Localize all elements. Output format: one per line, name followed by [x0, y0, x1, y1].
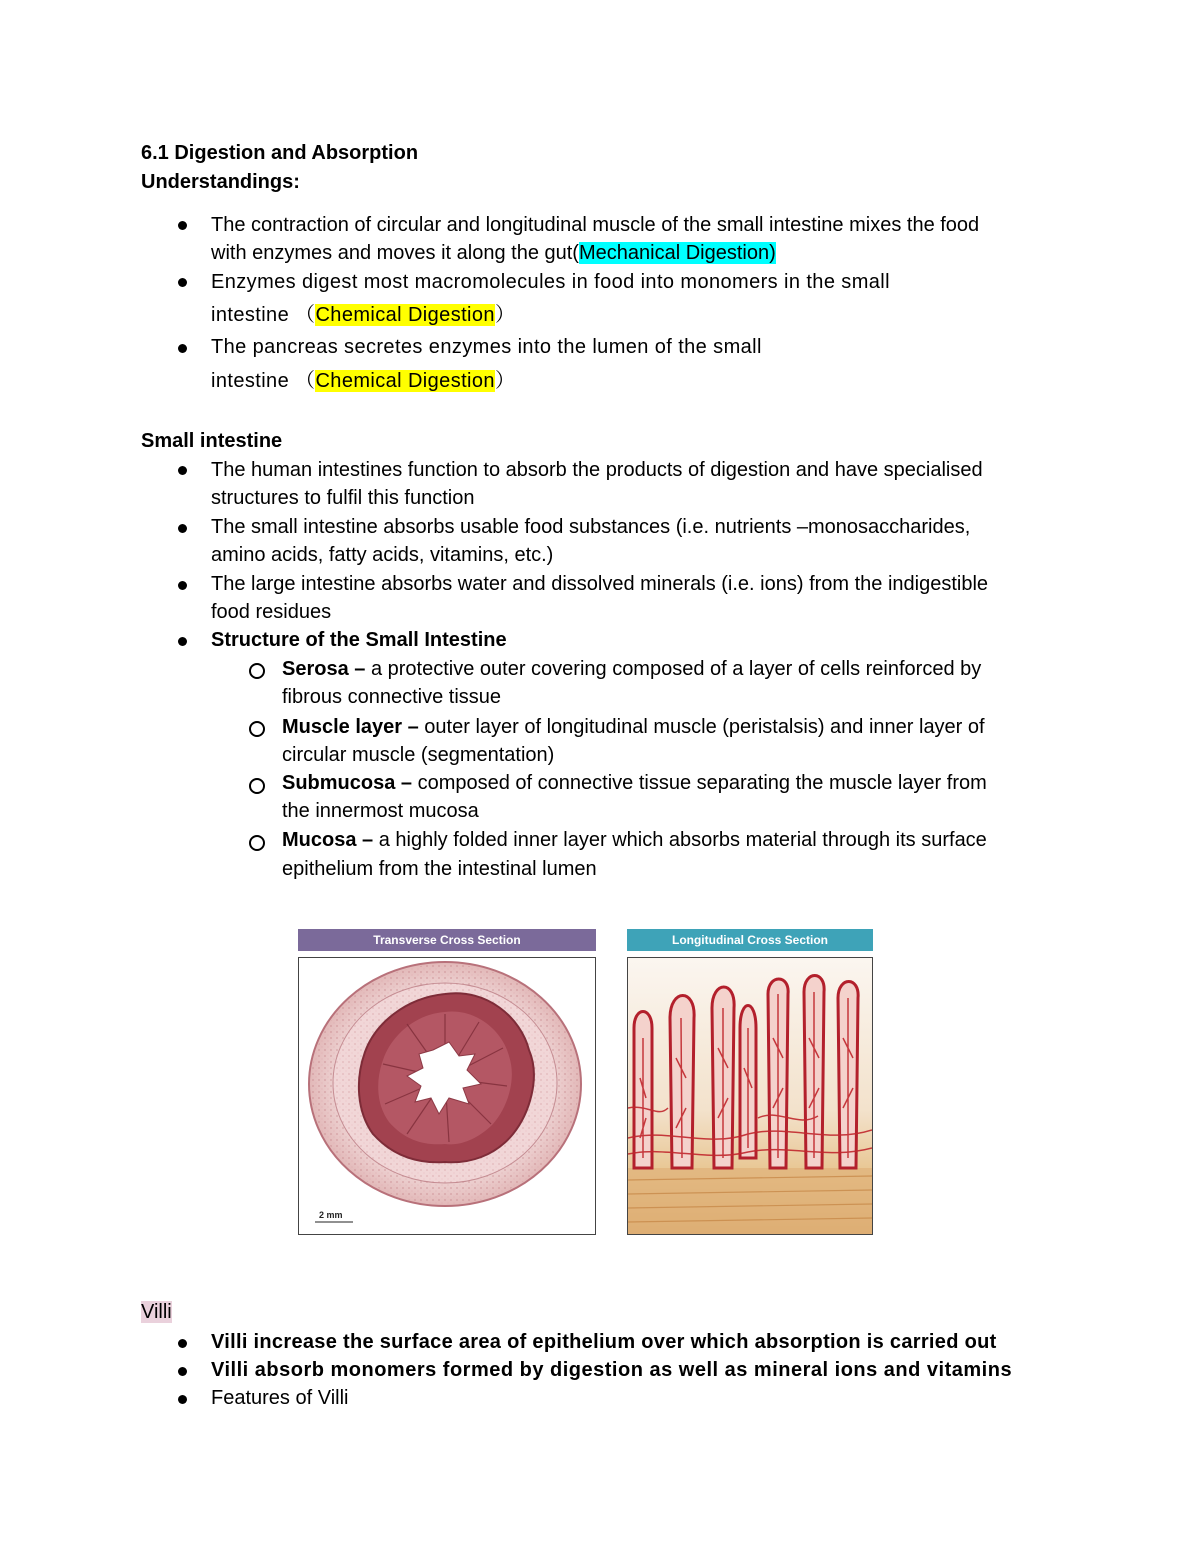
- chemical-digestion-highlight: Chemical Digestion: [315, 370, 495, 392]
- layer-serosa-line-1: [282, 655, 981, 683]
- layer-mucosa-line-2: epithelium from the intestinal lumen: [282, 858, 597, 880]
- layer-muscle-line-2: circular muscle (segmentation): [282, 744, 555, 766]
- understanding-3-line-1: The pancreas secretes enzymes into the lumen of the small: [211, 336, 762, 358]
- layer-submucosa-line-1: [282, 769, 987, 797]
- circle-bullet-icon: [249, 721, 265, 737]
- bullet-icon: [178, 1395, 187, 1404]
- layer-term: Serosa –: [282, 658, 366, 680]
- bullet-icon: [178, 1339, 187, 1348]
- understanding-2-line-2: [211, 301, 515, 329]
- small-intestine-1-line-2: structures to fulfil this function: [211, 487, 475, 509]
- layer-submucosa-line-2: the innermost mucosa: [282, 800, 479, 822]
- layer-term: Muscle layer –: [282, 716, 419, 738]
- understanding-1-line-2: [211, 239, 776, 267]
- villi-item-1: Villi increase the surface area of epithelium over which absorption is carried out: [211, 1331, 997, 1353]
- bullet-icon: [178, 637, 187, 646]
- small-intestine-3-line-1: The large intestine absorbs water and dissolved minerals (i.e. ions) from the indigestible: [211, 573, 989, 595]
- understanding-3-line-2: [211, 367, 515, 395]
- layer-description: a highly folded inner layer which absorbs material through its surface: [373, 829, 987, 851]
- closing-paren: ）: [494, 304, 516, 326]
- small-intestine-heading: Small intestine: [141, 430, 283, 452]
- layer-term: Submucosa –: [282, 772, 413, 794]
- longitudinal-section-illustration: [628, 958, 872, 1234]
- bullet-icon: [178, 1367, 187, 1376]
- chemical-digestion-highlight: Chemical Digestion: [315, 304, 495, 326]
- understandings-heading: Understandings:: [141, 171, 300, 193]
- scale-bar-label: 2 mm: [319, 1210, 343, 1220]
- understanding-2-text: intestine （: [211, 304, 316, 326]
- transverse-section-label: Transverse Cross Section: [298, 929, 596, 951]
- villi-heading-highlight: Villi: [141, 1301, 172, 1323]
- closing-paren: ）: [494, 370, 516, 392]
- transverse-section-image: [298, 957, 596, 1235]
- layer-description: a protective outer covering composed of a layer of cells reinforced by: [365, 658, 982, 680]
- layer-description: composed of connective tissue separating the muscle layer from: [412, 772, 987, 794]
- understanding-2-line-1: Enzymes digest most macromolecules in food into monomers in the small: [211, 271, 890, 293]
- small-intestine-3-line-2: food residues: [211, 601, 332, 623]
- circle-bullet-icon: [249, 663, 265, 679]
- circle-bullet-icon: [249, 778, 265, 794]
- small-intestine-2-line-1: The small intestine absorbs usable food substances (i.e. nutrients –monosaccharides,: [211, 516, 971, 538]
- layer-mucosa-line-1: [282, 826, 987, 854]
- bullet-icon: [178, 581, 187, 590]
- layer-serosa-line-2: fibrous connective tissue: [282, 686, 502, 708]
- small-intestine-1-line-1: The human intestines function to absorb the products of digestion and have specialised: [211, 459, 983, 481]
- layer-description: outer layer of longitudinal muscle (peristalsis) and inner layer of: [418, 716, 985, 738]
- transverse-section-illustration: [299, 958, 595, 1234]
- understanding-1-text: with enzymes and moves it along the gut(: [211, 242, 579, 264]
- villi-heading: [141, 1298, 172, 1326]
- bullet-icon: [178, 466, 187, 475]
- circle-bullet-icon: [249, 835, 265, 851]
- page-title: 6.1 Digestion and Absorption: [141, 142, 419, 164]
- layer-term: Mucosa –: [282, 829, 374, 851]
- understanding-1-line-1: The contraction of circular and longitudinal muscle of the small intestine mixes the food: [211, 214, 980, 236]
- bullet-icon: [178, 524, 187, 533]
- mechanical-digestion-highlight: Mechanical Digestion): [578, 242, 776, 264]
- bullet-icon: [178, 344, 187, 353]
- structure-heading: Structure of the Small Intestine: [211, 629, 507, 651]
- small-intestine-2-line-2: amino acids, fatty acids, vitamins, etc.): [211, 544, 554, 566]
- longitudinal-section-image: [627, 957, 873, 1235]
- villi-item-3: Features of Villi: [211, 1387, 349, 1409]
- bullet-icon: [178, 278, 187, 287]
- understanding-3-text: intestine （: [211, 370, 316, 392]
- layer-muscle-line-1: [282, 713, 985, 741]
- longitudinal-section-label: Longitudinal Cross Section: [627, 929, 873, 951]
- bullet-icon: [178, 221, 187, 230]
- villi-item-2: Villi absorb monomers formed by digestion as well as mineral ions and vitamins: [211, 1359, 1013, 1381]
